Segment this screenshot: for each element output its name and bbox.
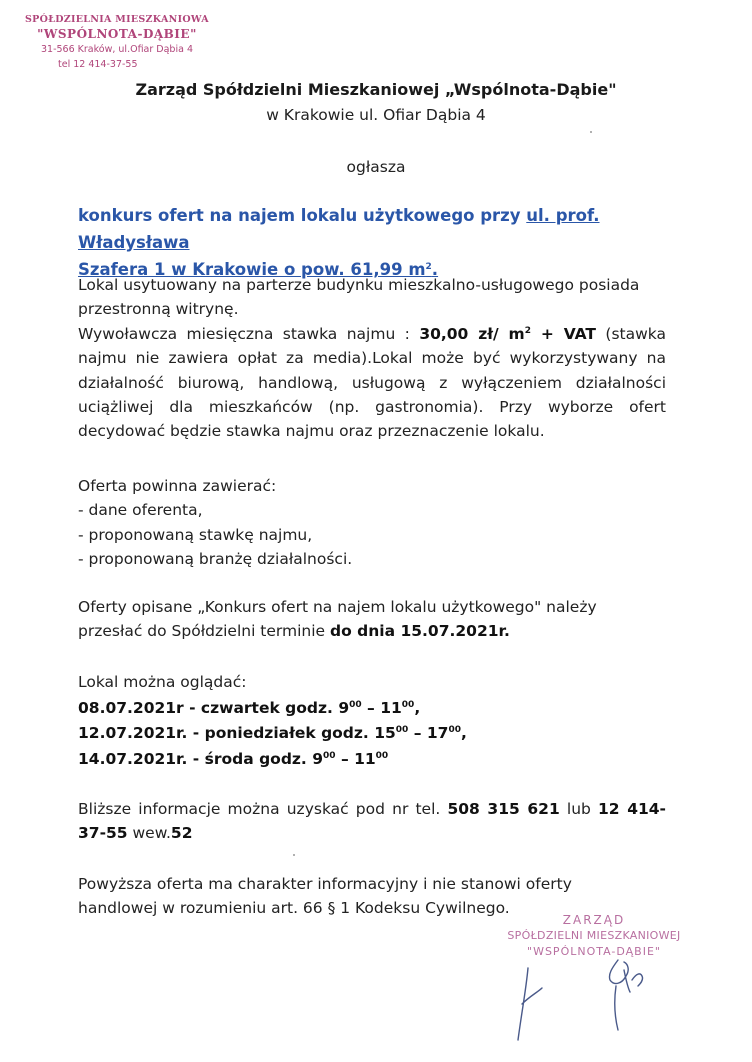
stamp-cooperative-name: SPÓŁDZIELNI MIESZKANIOWEJ xyxy=(507,929,681,942)
stamp-line-3: 31-566 Kraków, ul.Ofiar Dąbia 4 xyxy=(41,44,193,55)
viewing-intro: Lokal można oglądać: xyxy=(78,673,247,691)
offer-item: - proponowaną branżę działalności. xyxy=(78,550,353,569)
offer-item: - proponowaną stawkę najmu, xyxy=(78,525,313,544)
offer-requirements xyxy=(78,474,666,572)
stamp-line-2: "WSPÓLNOTA-DĄBIE" xyxy=(37,27,197,41)
stamp-line-4: tel 12 414-37-55 xyxy=(58,59,138,70)
premises-description xyxy=(78,273,666,444)
board-title: Zarząd Spółdzielni Mieszkaniowej „Wspólnota-Dąbie" xyxy=(135,80,617,99)
announces-label: ogłasza xyxy=(346,158,406,176)
viewing-slot: 12.07.2021r. - poniedziałek godz. $15^{00} - 17^{00}$, xyxy=(78,724,467,743)
contest-headline xyxy=(78,202,678,283)
deadline-date: do dnia 15.07.2021r. xyxy=(330,622,510,641)
deadline-line-2: przesłać do Spółdzielni terminie do dnia 15.07.2021r. xyxy=(78,622,510,641)
viewing-schedule xyxy=(78,670,666,772)
headline-street: ul. prof. Władysława xyxy=(78,206,600,252)
contact-phone-1: 508 315 621 xyxy=(447,800,560,818)
rate-value: 30,00 zł/ $m^2$ + VAT xyxy=(419,324,597,343)
offer-item: - dane oferenta, xyxy=(78,501,203,520)
offer-intro: Oferta powinna zawierać: xyxy=(78,477,277,495)
handwritten-signatures xyxy=(500,940,700,1050)
headline-location-area: Szafera 1 w Krakowie o pow. 61,99 $m^2$. xyxy=(78,260,439,279)
rate-paragraph: Wywoławcza miesięczna stawka najmu : 30,00 zł/ $m^2$ + VAT (stawka najmu nie zawiera opłat za media).Lokal może być wykorzystywany na działalność biurową, handlową, usługową z wyłączeniem działalności uciążliwej dla mieszkańców (np. gastronomia). Przy wyborze ofert decydować będzie stawka najmu oraz przeznaczenie lokalu. xyxy=(78,324,667,441)
disclaimer-line-2: handlowej w rozumieniu art. 66 § 1 Kodeksu Cywilnego. xyxy=(78,899,510,918)
disclaimer-line-1: Powyższa oferta ma charakter informacyjny i nie stanowi oferty xyxy=(78,875,572,893)
stamp-line-1: SPÓŁDZIELNIA MIESZKANIOWA xyxy=(25,14,209,25)
viewing-slot: 08.07.2021r - czwartek godz. $9^{00} - 11^{00}$, xyxy=(78,698,421,717)
signature-1 xyxy=(518,968,542,1040)
signature-2 xyxy=(609,960,642,1030)
headline-part-1: konkurs ofert na najem lokalu użytkowego przy xyxy=(78,206,527,225)
board-address: w Krakowie ul. Ofiar Dąbia 4 xyxy=(266,106,486,124)
contact-phone-2: 12 414-37-55 xyxy=(78,800,666,843)
description-line-1: Lokal usytuowany na parterze budynku mieszkalno-usługowego posiada xyxy=(78,276,640,294)
stamp-community-name: "WSPÓLNOTA-DĄBIE" xyxy=(527,945,661,958)
contact-info: Bliższe informacje można uzyskać pod nr tel. 508 315 621 lub 12 414-37-55 wew.52 xyxy=(78,800,666,843)
deadline-line-1: Oferty opisane „Konkurs ofert na najem lokalu użytkowego" należy xyxy=(78,598,597,616)
contact-extension: 52 xyxy=(170,824,193,843)
viewing-slot: 14.07.2021r. - środa godz. $9^{00} - 11^{00}$ xyxy=(78,749,389,768)
stamp-board-label: ZARZĄD xyxy=(562,913,626,927)
submission-deadline xyxy=(78,595,666,644)
description-line-2: przestronną witrynę. xyxy=(78,300,239,319)
cooperative-stamp-top xyxy=(22,12,212,72)
